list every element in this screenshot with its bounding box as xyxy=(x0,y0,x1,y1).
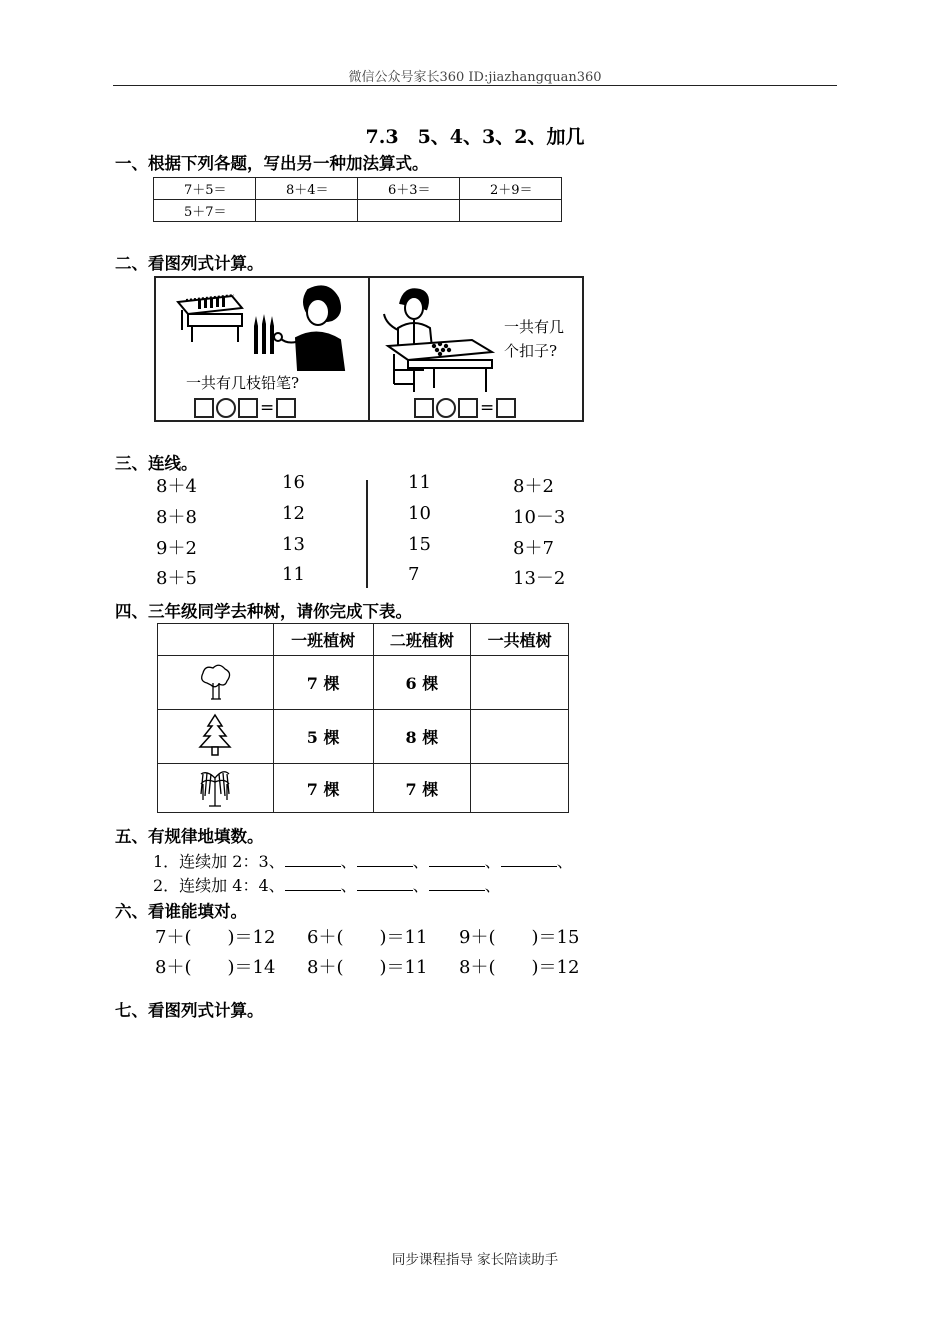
page-header: 微信公众号家长360 ID:jiazhangquan360 xyxy=(348,70,602,85)
blank-field[interactable] xyxy=(285,876,341,891)
blank-field[interactable] xyxy=(357,876,413,891)
table-cell: 8 棵 xyxy=(373,710,471,764)
section-5-heading: 五、有规律地填数。 xyxy=(115,827,264,846)
matching-expression[interactable]: 8＋8 xyxy=(156,507,197,528)
section-6-heading: 六、看谁能填对。 xyxy=(115,902,247,921)
table-cell: 6＋3＝ xyxy=(358,178,460,200)
table-header: 二班植树 xyxy=(373,624,471,656)
table-row xyxy=(158,764,569,813)
table-cell: 2＋9＝ xyxy=(460,178,562,200)
answer-box[interactable] xyxy=(414,398,434,418)
button-question-line1: 一共有几 xyxy=(504,318,565,336)
table-row xyxy=(158,656,569,710)
picture-divider xyxy=(368,278,370,420)
picture-problem-box xyxy=(154,276,584,422)
matching-answer[interactable]: 11 xyxy=(282,564,305,585)
answer-cell[interactable] xyxy=(358,200,460,222)
fill-in-equation[interactable]: 9＋( )＝15 xyxy=(459,927,580,948)
table-cell: 6 棵 xyxy=(373,656,471,710)
matching-answer[interactable]: 13 xyxy=(282,534,305,555)
answer-cell[interactable] xyxy=(471,656,569,710)
matching-expression[interactable]: 8＋4 xyxy=(156,476,197,497)
matching-answer[interactable]: 7 xyxy=(408,564,420,585)
section-2-heading: 二、看图列式计算。 xyxy=(115,254,264,273)
operator-circle[interactable] xyxy=(436,398,456,418)
table-cell: 7 棵 xyxy=(273,656,373,710)
pattern-line-2 xyxy=(153,873,501,896)
header-divider xyxy=(113,85,837,86)
matching-divider xyxy=(366,480,368,588)
table-cell: 5 棵 xyxy=(273,710,373,764)
section-4-heading: 四、三年级同学去种树，请你完成下表。 xyxy=(115,602,412,621)
separator: 、 xyxy=(556,852,573,871)
separator: 、 xyxy=(484,876,501,895)
fill-in-equation[interactable]: 8＋( )＝14 xyxy=(155,957,276,978)
answer-box[interactable] xyxy=(238,398,258,418)
section-1-heading: 一、根据下列各题，写出另一种加法算式。 xyxy=(115,154,429,173)
matching-answer[interactable]: 15 xyxy=(408,534,431,555)
tree-planting-table xyxy=(157,623,569,813)
table-cell: 7 棵 xyxy=(373,764,471,813)
section-3-heading: 三、连线。 xyxy=(115,454,198,473)
matching-expression[interactable]: 13－2 xyxy=(513,568,566,589)
separator: 、 xyxy=(340,876,357,895)
page-footer: 同步课程指导 家长陪读助手 xyxy=(391,1252,559,1268)
equals-sign: = xyxy=(260,398,275,418)
pencil-question: 一共有几枝铅笔? xyxy=(186,374,300,392)
matching-answer[interactable]: 11 xyxy=(408,472,431,493)
table-header: 一班植树 xyxy=(273,624,373,656)
pine-tree-icon xyxy=(158,710,274,764)
fill-in-equation[interactable]: 8＋( )＝12 xyxy=(459,957,580,978)
equals-sign: = xyxy=(480,398,495,418)
blank-field[interactable] xyxy=(357,852,413,867)
answer-cell[interactable] xyxy=(471,764,569,813)
matching-expression[interactable]: 9＋2 xyxy=(156,538,197,559)
answer-cell[interactable] xyxy=(460,200,562,222)
round-tree-icon xyxy=(158,656,274,710)
pattern-line-1 xyxy=(153,849,573,872)
fill-in-equation[interactable]: 8＋( )＝11 xyxy=(307,957,428,978)
blank-field[interactable] xyxy=(501,852,557,867)
separator: 、 xyxy=(340,852,357,871)
pattern-prefix: 1．连续加 2：3、 xyxy=(153,852,285,871)
matching-answer[interactable]: 10 xyxy=(408,503,431,524)
equation-blanks-right xyxy=(414,398,516,418)
answer-cell[interactable] xyxy=(471,710,569,764)
button-woman-illustration xyxy=(374,284,504,396)
fill-in-equation[interactable]: 6＋( )＝11 xyxy=(307,927,428,948)
page-title: 7.3 5、4、3、2、加几 xyxy=(365,126,585,148)
matching-answer[interactable]: 16 xyxy=(282,472,305,493)
table-row xyxy=(158,710,569,764)
table-cell: 5＋7＝ xyxy=(154,200,256,222)
section-7-heading: 七、看图列式计算。 xyxy=(115,1001,264,1020)
separator: 、 xyxy=(412,852,429,871)
blank-field[interactable] xyxy=(429,852,485,867)
answer-box[interactable] xyxy=(496,398,516,418)
table-cell: 7 棵 xyxy=(273,764,373,813)
matching-answer[interactable]: 12 xyxy=(282,503,305,524)
answer-box[interactable] xyxy=(458,398,478,418)
matching-expression[interactable]: 8＋5 xyxy=(156,568,197,589)
blank-field[interactable] xyxy=(429,876,485,891)
matching-expression[interactable]: 8＋7 xyxy=(513,538,554,559)
fill-in-equation[interactable]: 7＋( )＝12 xyxy=(155,927,276,948)
separator: 、 xyxy=(412,876,429,895)
pattern-prefix: 2．连续加 4：4、 xyxy=(153,876,285,895)
table-header: 一共植树 xyxy=(471,624,569,656)
button-question-line2: 个扣子? xyxy=(504,342,558,360)
addition-table xyxy=(153,177,562,222)
matching-expression[interactable]: 8＋2 xyxy=(513,476,554,497)
answer-cell[interactable] xyxy=(256,200,358,222)
table-cell: 8＋4＝ xyxy=(256,178,358,200)
answer-box[interactable] xyxy=(194,398,214,418)
equation-blanks-left xyxy=(194,398,296,418)
matching-expression[interactable]: 10－3 xyxy=(513,507,566,528)
separator: 、 xyxy=(484,852,501,871)
answer-box[interactable] xyxy=(276,398,296,418)
willow-tree-icon xyxy=(158,764,274,813)
pencil-girl-illustration xyxy=(168,284,358,372)
table-header xyxy=(158,624,274,656)
operator-circle[interactable] xyxy=(216,398,236,418)
blank-field[interactable] xyxy=(285,852,341,867)
table-cell: 7＋5＝ xyxy=(154,178,256,200)
